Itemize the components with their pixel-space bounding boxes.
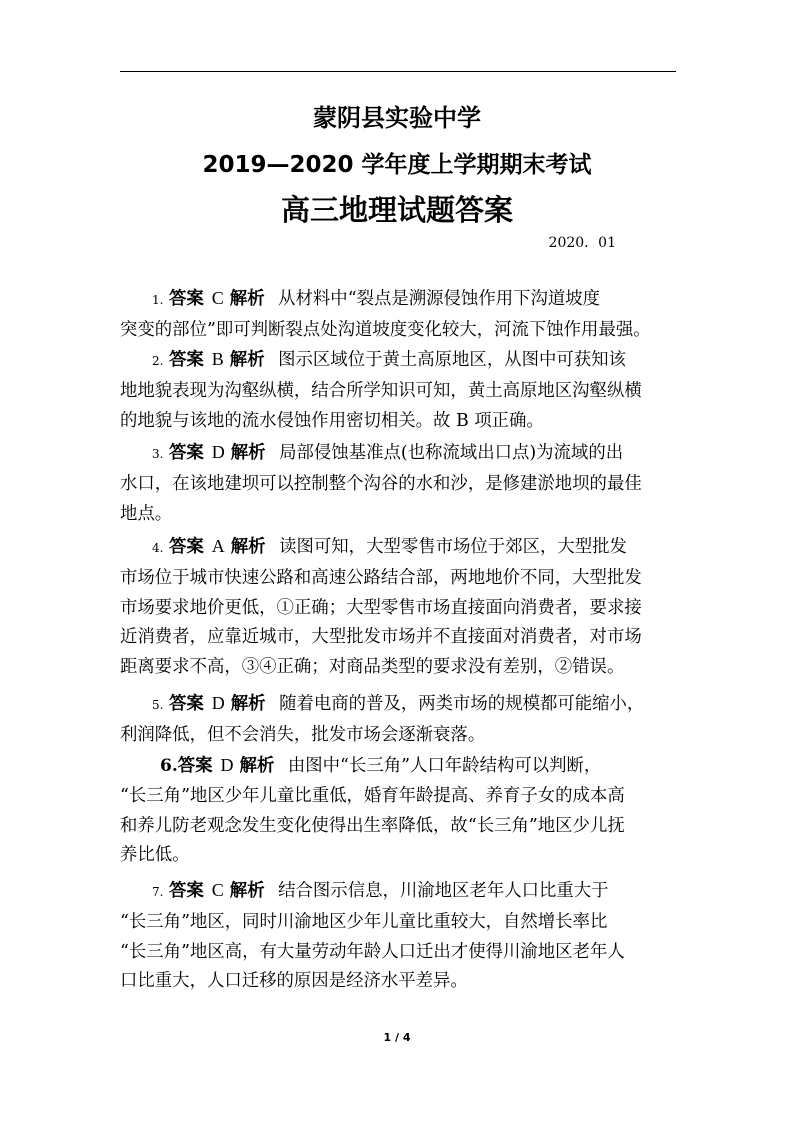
school-title: 蒙阴县实验中学: [313, 104, 481, 132]
item-number: 1.: [152, 293, 164, 307]
item-text: 利润降低，但不会消失，批发市场会逐渐衰落。: [120, 724, 486, 745]
answer-label: 答案: [168, 537, 204, 557]
analysis-label: 解析: [230, 537, 266, 557]
analysis-label: 解析: [230, 694, 266, 714]
item-text: 从材料中“裂点是溯源侵蚀作用下沟道坡度: [278, 289, 601, 309]
item-text: 结合图示信息，川渝地区老年人口比重大于: [278, 881, 609, 901]
item-first-line: [120, 345, 688, 377]
exam-title: 2019—2020 学年度上学期期末考试: [202, 152, 592, 178]
answer-item-1: [120, 284, 688, 346]
answer-item-5: [120, 689, 688, 751]
item-text: 随着电商的普及，两类市场的规模都可能缩小，: [279, 694, 645, 714]
item-text: “长三角”地区，同时川渝地区少年儿童比重较大，自然增长率比: [120, 911, 608, 932]
answer-choice: D: [211, 442, 225, 462]
item-text: “长三角”地区少年儿童比重低，婚育年龄提高、养育子女的成本高: [120, 785, 625, 806]
item-text: 图示区域位于黄土高原地区，从图中可获知该: [278, 350, 626, 370]
item-text: 地点。: [120, 503, 173, 524]
item-text: 和养儿防老观念发生变化使得出生率降低，故“长三角”地区少儿抚: [120, 815, 625, 836]
analysis-label: 解析: [229, 350, 265, 370]
answer-label: 答案: [168, 289, 204, 309]
answer-choice: D: [211, 693, 225, 713]
answer-item-6: [120, 751, 688, 871]
item-text: 市场位于城市快速公路和高速公路结合部，两地地价不同，大型批发: [120, 567, 642, 588]
item-first-line: [120, 751, 688, 782]
answer-choice: C: [211, 288, 224, 308]
analysis-label: 解析: [230, 443, 266, 463]
item-text: 距离要求不高，③④正确；对商品类型的要求没有差别，②错误。: [120, 657, 625, 678]
item-text: 读图可知，大型零售市场位于郊区，大型批发: [279, 537, 627, 557]
header-rule: [120, 71, 676, 72]
item-text: 局部侵蚀基准点(也称流域出口点)为流域的出: [279, 443, 624, 463]
item-text: 市场要求地价更低，①正确；大型零售市场直接面向消费者，要求接: [120, 597, 642, 618]
item-text: 水口，在该地建坝可以控制整个沟谷的水和沙，是修建淤地坝的最佳: [120, 473, 642, 494]
item-text: 口比重大，人口迁移的原因是经济水平差异。: [120, 971, 468, 992]
item-text: 养比低。: [120, 845, 190, 866]
answer-item-2: [120, 345, 688, 436]
item-first-line: [120, 689, 688, 721]
item-text: “长三角”地区高，有大量劳动年龄人口迁出才使得川渝地区老年人: [120, 941, 625, 962]
item-number: 4.: [152, 541, 164, 555]
page-number: 1 / 4: [383, 1031, 411, 1044]
item-text: 地地貌表现为沟壑纵横，结合所学知识可知，黄土高原地区沟壑纵横: [120, 380, 642, 401]
item-text: 近消费者，应靠近城市，大型批发市场并不直接面对消费者，对市场: [120, 627, 642, 648]
answer-item-3: [120, 438, 688, 529]
item-number: 3.: [152, 447, 164, 461]
item-text: 突变的部位”即可判断裂点处沟道坡度变化较大，河流下蚀作用最强。: [120, 319, 651, 340]
answer-choice: C: [211, 880, 224, 900]
answer-choice: B: [211, 349, 224, 369]
item-first-line: [120, 876, 688, 908]
answer-item-4: [120, 532, 688, 683]
item-first-line: [120, 284, 688, 316]
item-text: 的地貌与该地的流水侵蚀作用密切相关。故 B 项正确。: [120, 410, 544, 431]
analysis-label: 解析: [229, 289, 265, 309]
answer-item-7: [120, 876, 688, 997]
analysis-label: 解析: [229, 881, 265, 901]
item-number: 2.: [152, 354, 164, 368]
subject-title: 高三地理试题答案: [280, 193, 513, 227]
answer-label: 答案: [168, 350, 204, 370]
item-number: 5.: [152, 698, 164, 712]
item-number: 7.: [152, 885, 164, 899]
answer-label: 答案: [168, 694, 204, 714]
analysis-label: 解析: [239, 756, 275, 776]
item-first-line: [120, 438, 688, 470]
answer-choice: D: [220, 755, 234, 775]
answer-label: 答案: [168, 881, 204, 901]
exam-date: 2020．01: [548, 235, 616, 251]
answer-choice: A: [211, 536, 225, 556]
item-number: 6.: [160, 756, 178, 776]
item-text: 由图中“长三角”人口年龄结构可以判断，: [287, 756, 602, 776]
answer-label: 答案: [177, 756, 213, 776]
item-first-line: [120, 532, 688, 564]
answer-label: 答案: [168, 443, 204, 463]
